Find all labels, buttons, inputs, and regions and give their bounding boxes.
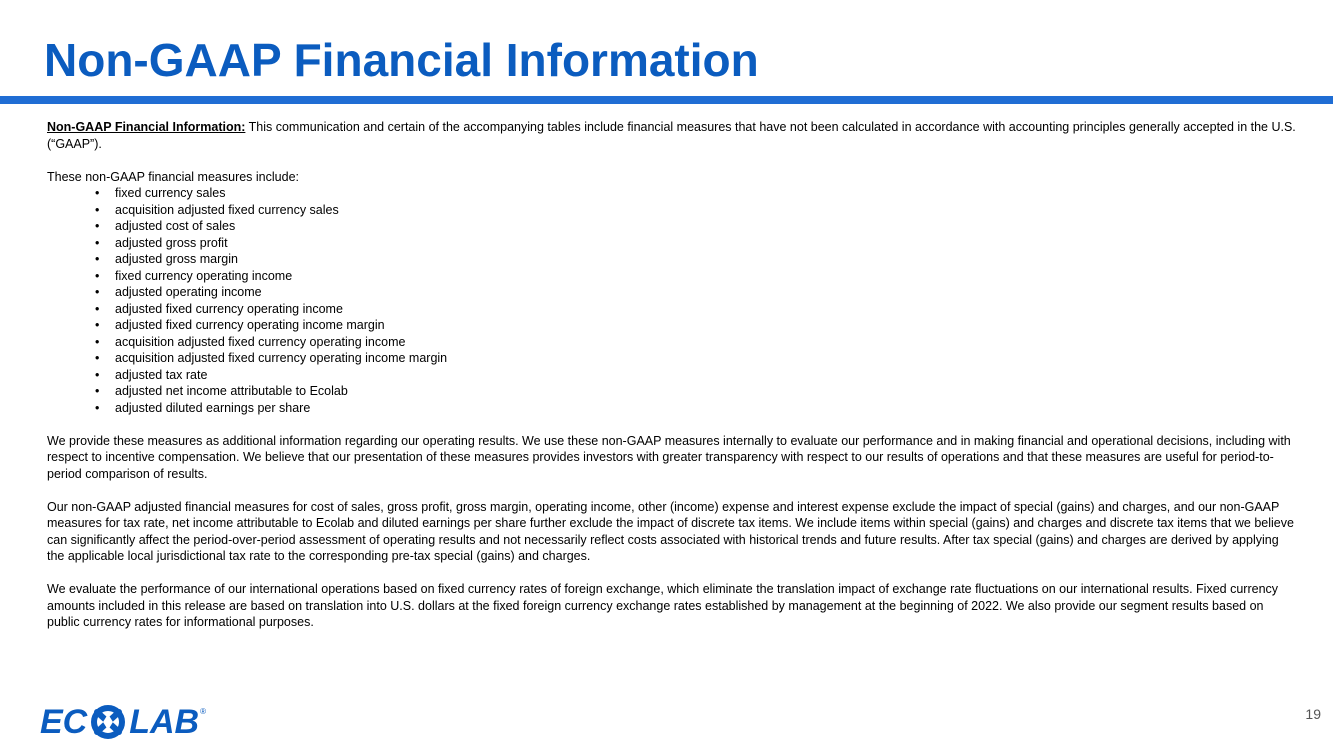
logo-text-right: LAB	[129, 703, 200, 741]
intro-text: This communication and certain of the accompanying tables include financial measures that have not been calculated in accordance with accounting principles generally accepted in the U.S. (“GAAP”).	[47, 120, 1296, 151]
list-item: • adjusted cost of sales	[115, 218, 1297, 235]
measures-heading: These non-GAAP financial measures include:	[47, 169, 299, 184]
registered-mark: ®	[200, 707, 207, 716]
ecolab-logo	[40, 703, 206, 741]
list-item: • adjusted tax rate	[115, 367, 1297, 384]
list-item: • acquisition adjusted fixed currency operating income margin	[115, 350, 1297, 367]
list-item: • adjusted diluted earnings per share	[115, 400, 1297, 417]
list-item: • adjusted fixed currency operating income	[115, 301, 1297, 318]
adjustments-paragraph: Our non-GAAP adjusted financial measures for cost of sales, gross profit, gross margin, operating income, other (income) expense and interest expense exclude the impact of special (gains) and charges, and our non-GAAP measures for tax rate, net income attributable to Ecolab and diluted earnings per share further exclude the impact of discrete tax items. We include items within special (gains) and charges and discrete tax items that we believe can significantly affect the period-over-period assessment of operating results and not necessarily reflect costs associated with historical trends and future results. After tax special (gains) and charges are derived by applying the applicable local jurisdictional tax rate to the corresponding pre-tax special (gains) and charges.	[47, 499, 1294, 563]
intro-label: Non-GAAP Financial Information:	[47, 120, 246, 134]
intro-paragraph	[47, 119, 1297, 152]
purpose-paragraph: We provide these measures as additional information regarding our operating results. We use these non-GAAP measures internally to evaluate our performance and in making financial and operational decisions, including with respect to incentive compensation. We believe that our presentation of these measures provides investors with greater transparency with respect to our results of operations and that these measures are useful for period-to-period comparison of results.	[47, 433, 1291, 481]
list-item: • adjusted net income attributable to Ecolab	[115, 383, 1297, 400]
list-item: • fixed currency operating income	[115, 268, 1297, 285]
list-item: • adjusted gross profit	[115, 235, 1297, 252]
list-item: • acquisition adjusted fixed currency operating income	[115, 334, 1297, 351]
slide-body	[47, 119, 1297, 647]
list-item: • adjusted gross margin	[115, 251, 1297, 268]
title-divider	[0, 96, 1333, 104]
list-item: • fixed currency sales	[115, 185, 1297, 202]
list-item: • adjusted fixed currency operating income margin	[115, 317, 1297, 334]
page-number: 19	[1305, 706, 1321, 722]
list-item: • adjusted operating income	[115, 284, 1297, 301]
measures-list	[47, 185, 1297, 416]
ecolab-logo-icon	[87, 705, 129, 739]
slide-title: Non-GAAP Financial Information	[44, 34, 759, 86]
fixed-currency-paragraph: We evaluate the performance of our international operations based on fixed currency rates of foreign exchange, which eliminate the translation impact of exchange rate fluctuations on our international results. Fixed currency amounts included in this release are based on translation into U.S. dollars at the fixed foreign currency exchange rates established by management at the beginning of 2022. We also provide our segment results based on public currency rates for informational purposes.	[47, 582, 1279, 629]
list-item: • acquisition adjusted fixed currency sales	[115, 202, 1297, 219]
logo-text-left: EC	[40, 703, 88, 741]
